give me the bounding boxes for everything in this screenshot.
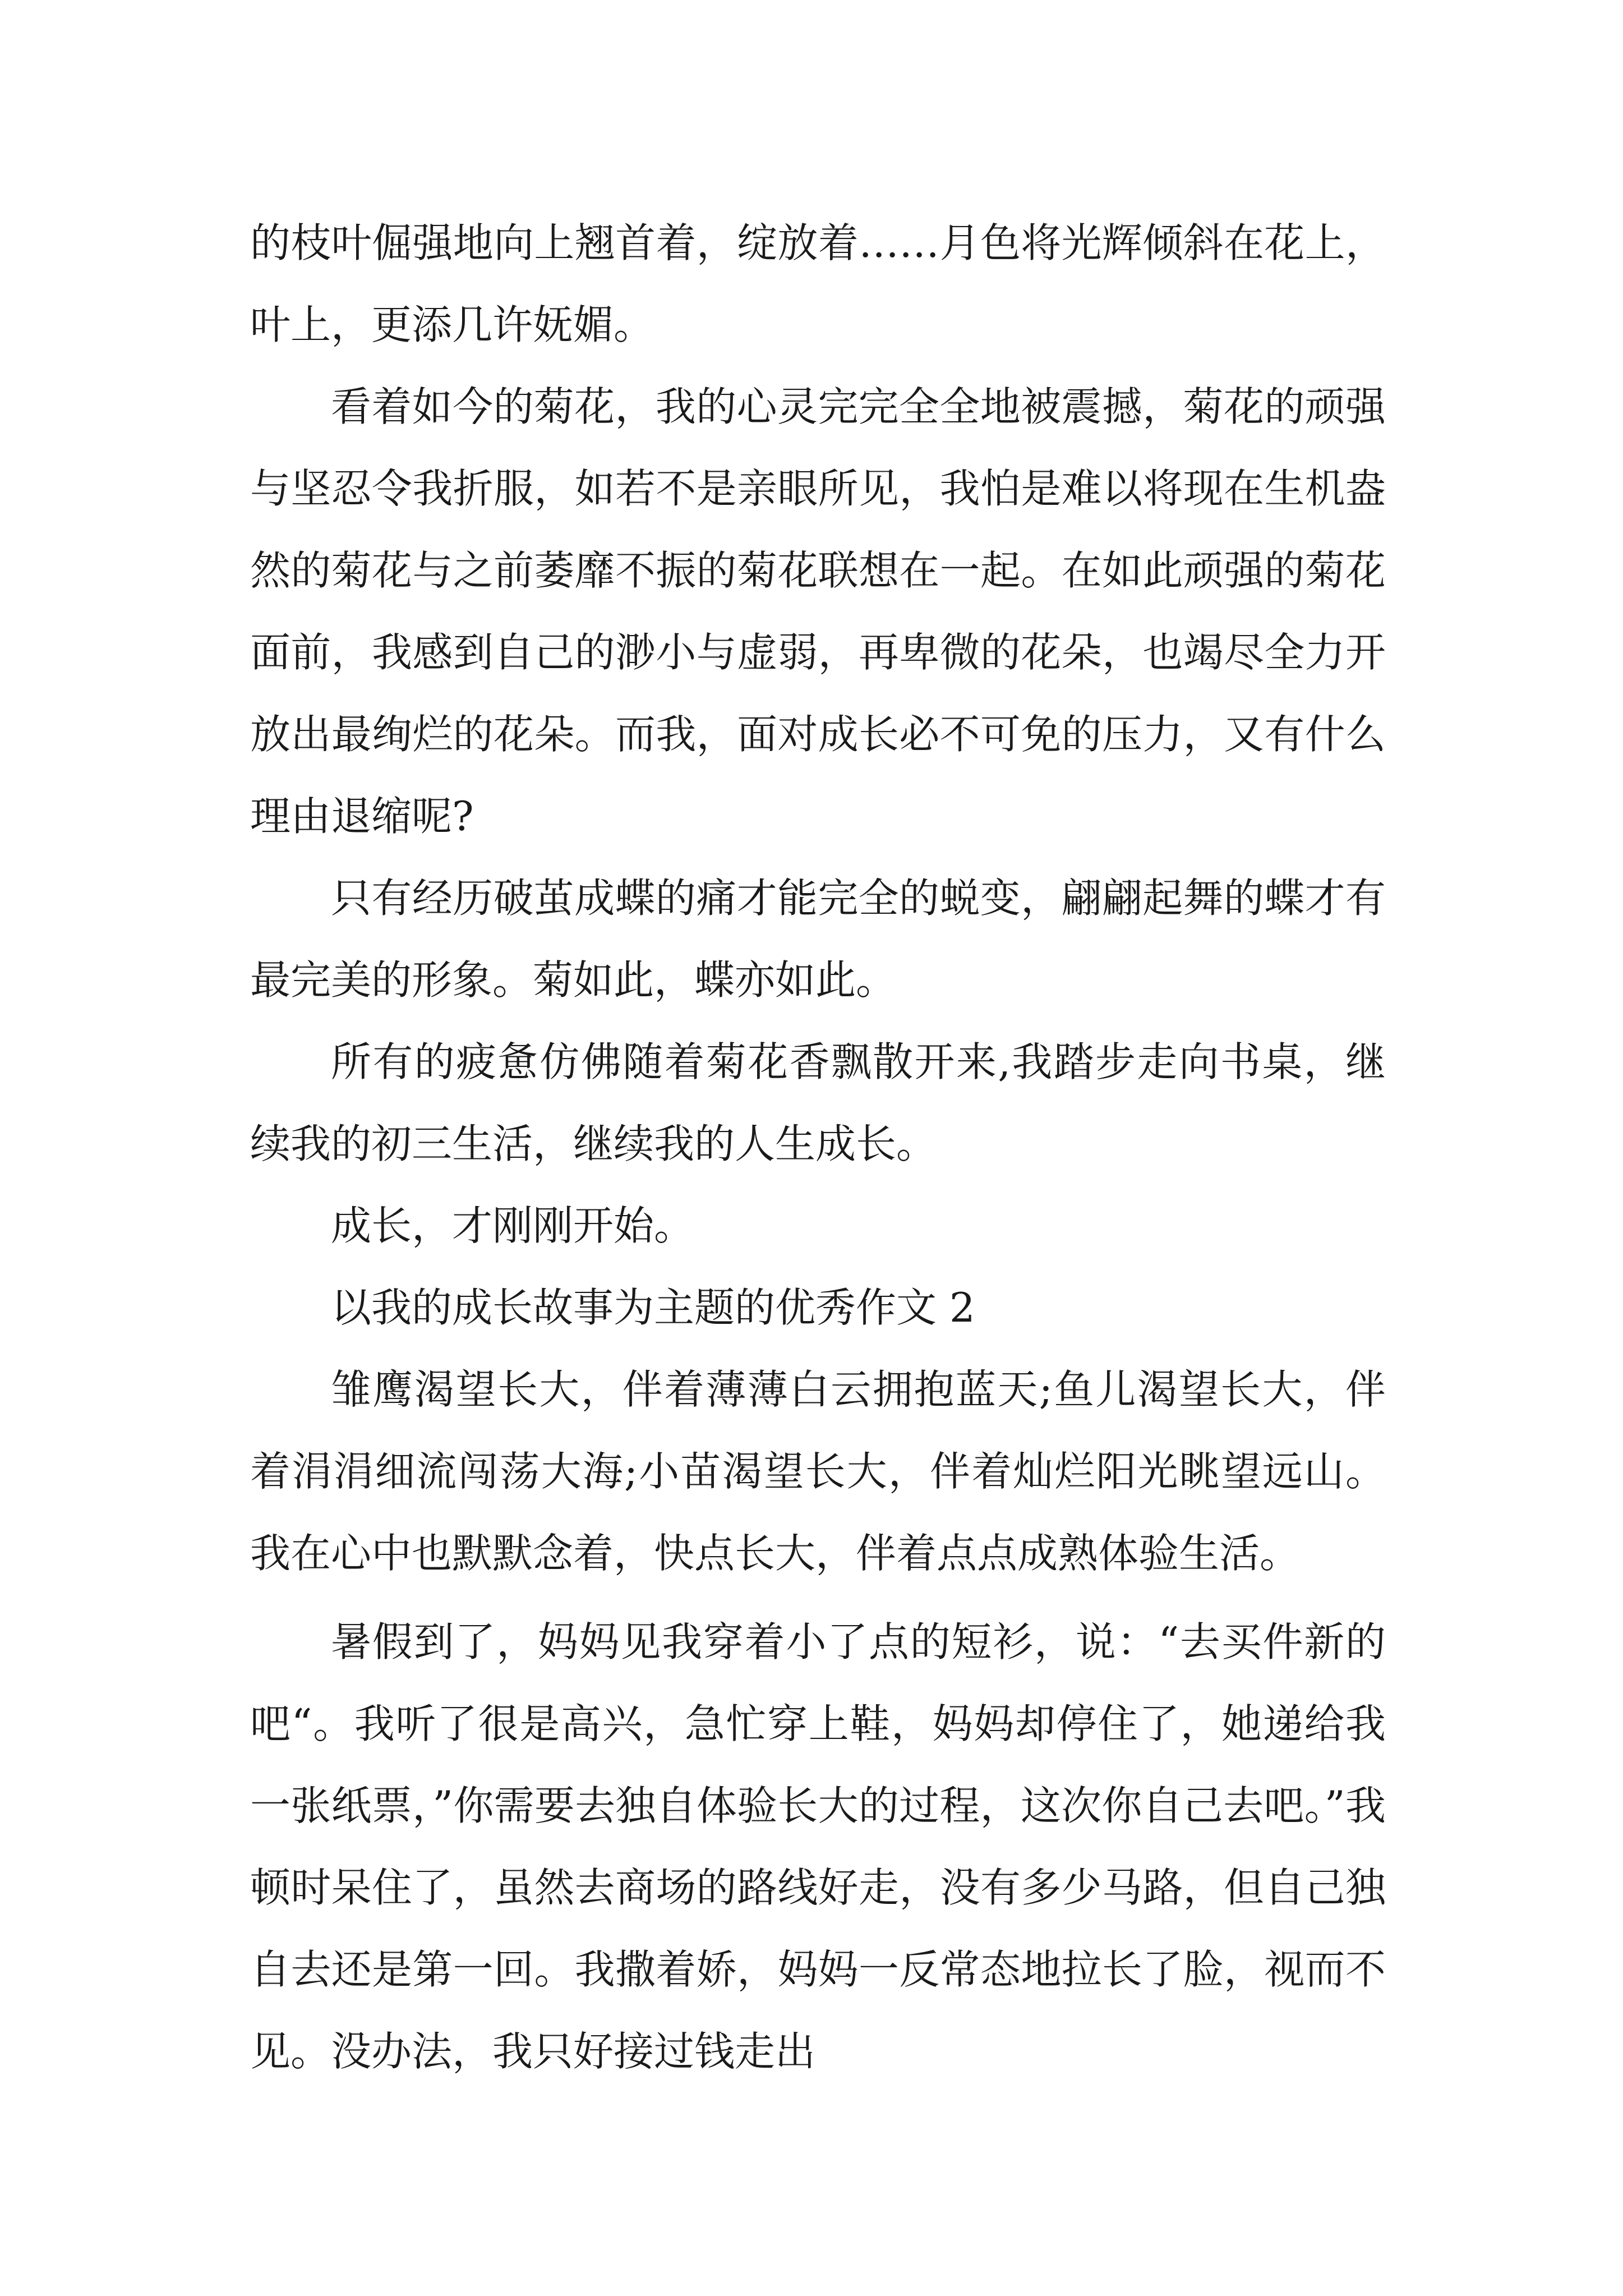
document-body (250, 202, 1386, 2092)
paragraph-8: 暑假到了，妈妈见我穿着小了点的短衫，说：“去买件新的吧“。我听了很是高兴，急忙穿上鞋，妈妈却停住了，她递给我一张纸票，”你需要去独自体验长大的过程，这次你自己去吧。”我顿时呆住了，虽然去商场的路线好走，没有多少马路，但自己独自去还是第一回。我撒着娇，妈妈一反常态地拉长了脸，视而不见。没办法，我只好接过钱走出 (250, 1618, 1386, 2075)
paragraph-1: 的枝叶倔强地向上翘首着，绽放着……月色将光辉倾斜在花上，叶上，更添几许妩媚。 (250, 219, 1386, 348)
paragraph-5: 成长，才刚刚开始。 (331, 1202, 695, 1249)
paragraph-2: 看着如今的菊花，我的心灵完完全全地被震撼，菊花的顽强与坚忍令我折服，如若不是亲眼所见，我怕是难以将现在生机盎然的菊花与之前萎靡不振的菊花联想在一起。在如此顽强的菊花面前，我感到自己的渺小与虚弱，再卑微的花朵，也竭尽全力开放出最绚烂的花朵。而我，面对成长必不可免的压力，又有什么理由退缩呢? (250, 383, 1386, 840)
section-heading: 以我的成长故事为主题的优秀作文 2 (331, 1284, 975, 1331)
paragraph-4: 所有的疲惫仿佛随着菊花香飘散开来,我踏步走向书桌，继续我的初三生活，继续我的人生成长。 (250, 1038, 1386, 1167)
paragraph-7: 雏鹰渴望长大，伴着薄薄白云拥抱蓝天;鱼儿渴望长大，伴着涓涓细流闯荡大海;小苗渴望长大，伴着灿烂阳光眺望远山。我在心中也默默念着，快点长大，伴着点点成熟体验生活。 (250, 1366, 1386, 1577)
paragraph-3: 只有经历破茧成蝶的痛才能完全的蜕变，翩翩起舞的蝶才有最完美的形象。菊如此，蝶亦如此。 (250, 875, 1386, 1004)
